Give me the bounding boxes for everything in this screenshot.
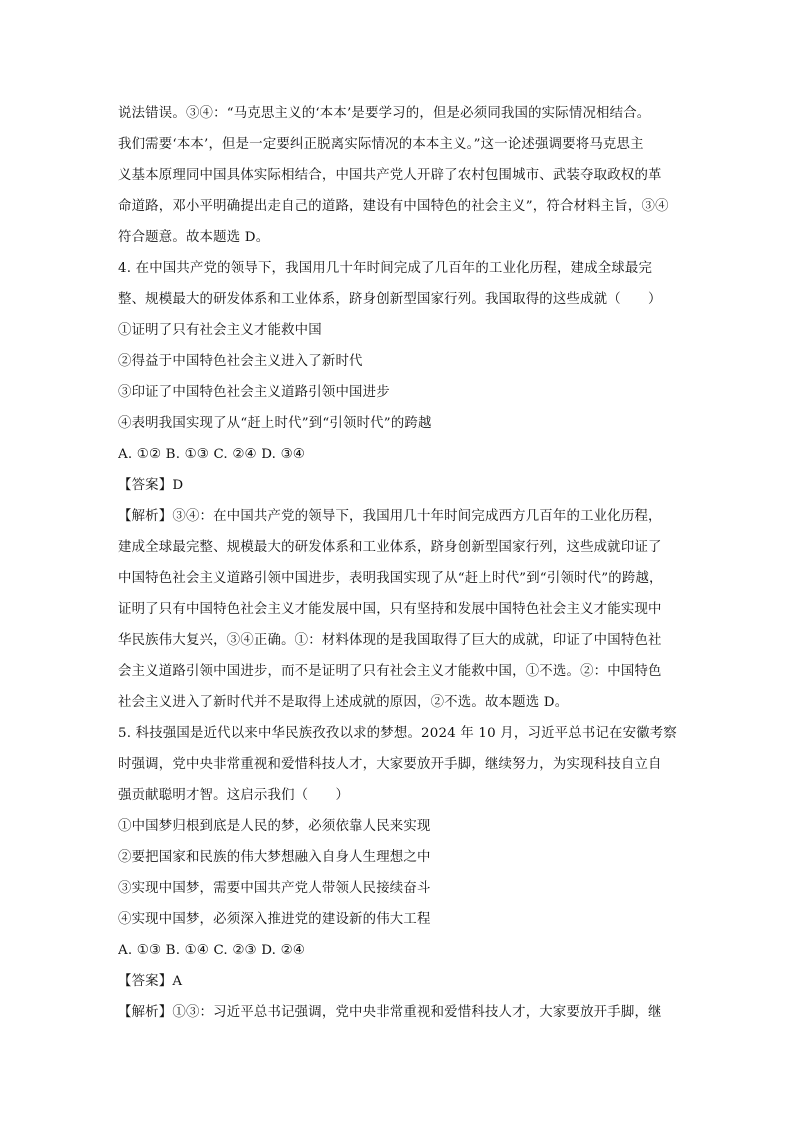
question-stem: 5. 科技强国是近代以来中华民族孜孜以求的梦想。2024 年 10 月，习近平总书记在安徽考察 (118, 726, 677, 741)
question-stem: 强贡献聪明才智。这启示我们（ ） (118, 788, 350, 803)
option-3: ③实现中国梦，需要中国共产党人带领人民接续奋斗 (118, 881, 431, 896)
analysis-line: 建成全球最完整、规模最大的研发体系和工业体系，跻身创新型国家行列，这些成就印证了 (118, 540, 662, 555)
analysis-line: 证明了只有中国特色社会主义才能发展中国，只有坚持和发展中国特色社会主义才能实现中 (118, 602, 662, 617)
option-4: ④实现中国梦，必须深入推进党的建设新的伟大工程 (118, 912, 431, 927)
option-2: ②得益于中国特色社会主义进入了新时代 (118, 354, 363, 369)
choices: A. ①③ B. ①④ C. ②③ D. ②④ (118, 943, 305, 958)
choices: A. ①② B. ①③ C. ②④ D. ③④ (118, 447, 305, 462)
analysis-line: 华民族伟大复兴，③④正确。①：材料体现的是我国取得了巨大的成就，印证了中国特色社 (118, 633, 662, 648)
document-page (118, 98, 678, 1028)
text-line: 说法错误。③④：“马克思主义的‘本本’是要学习的，但是必须同我国的实际情况相结合。 (118, 106, 651, 121)
option-3: ③印证了中国特色社会主义道路引领中国进步 (118, 385, 390, 400)
option-1: ①证明了只有社会主义才能救中国 (118, 323, 322, 338)
text-line: 我们需要‘本本’，但是一定要纠正脱离实际情况的本本主义。”这一论述强调要将马克思主 (118, 137, 644, 152)
option-2: ②要把国家和民族的伟大梦想融入自身人生理想之中 (118, 850, 431, 865)
option-4: ④表明我国实现了从“赶上时代”到“引领时代”的跨越 (118, 416, 432, 431)
answer: 【答案】A (118, 974, 183, 989)
text-line: 义基本原理同中国具体实际相结合，中国共产党人开辟了农村包围城市、武装夺取政权的革 (118, 168, 662, 183)
answer: 【答案】D (118, 478, 184, 493)
question-4 (118, 253, 678, 718)
analysis-line: 中国特色社会主义道路引领中国进步，表明我国实现了从“赶上时代”到“引领时代”的跨越， (118, 571, 663, 586)
text-line: 命道路，邓小平明确提出走自己的道路，建设有中国特色的社会主义”，符合材料主旨，③④ (118, 199, 669, 214)
question-stem: 4. 在中国共产党的领导下，我国用几十年时间完成了几百年的工业化历程，建成全球最完 (118, 261, 653, 276)
text-line: 符合题意。故本题选 D。 (118, 230, 270, 245)
analysis-line: 【解析】①③：习近平总书记强调，党中央非常重视和爱惜科技人才，大家要放开手脚，继 (118, 1005, 662, 1020)
analysis-line: 【解析】③④：在中国共产党的领导下，我国用几十年时间完成西方几百年的工业化历程， (118, 509, 662, 524)
analysis-line: 社会主义进入了新时代并不是取得上述成就的原因，②不选。故本题选 D。 (118, 695, 569, 710)
option-1: ①中国梦归根到底是人民的梦，必须依靠人民来实现 (118, 819, 431, 834)
question-stem: 时强调，党中央非常重视和爱惜科技人才，大家要放开手脚，继续努力，为实现科技自立自 (118, 757, 662, 772)
analysis-line: 会主义道路引领中国进步，而不是证明了只有社会主义才能救中国，①不选。②：中国特色 (118, 664, 662, 679)
q3-analysis-continued (118, 98, 678, 253)
question-stem: 整、规模最大的研发体系和工业体系，跻身创新型国家行列。我国取得的这些成就（ ） (118, 292, 662, 307)
question-5 (118, 718, 678, 1028)
